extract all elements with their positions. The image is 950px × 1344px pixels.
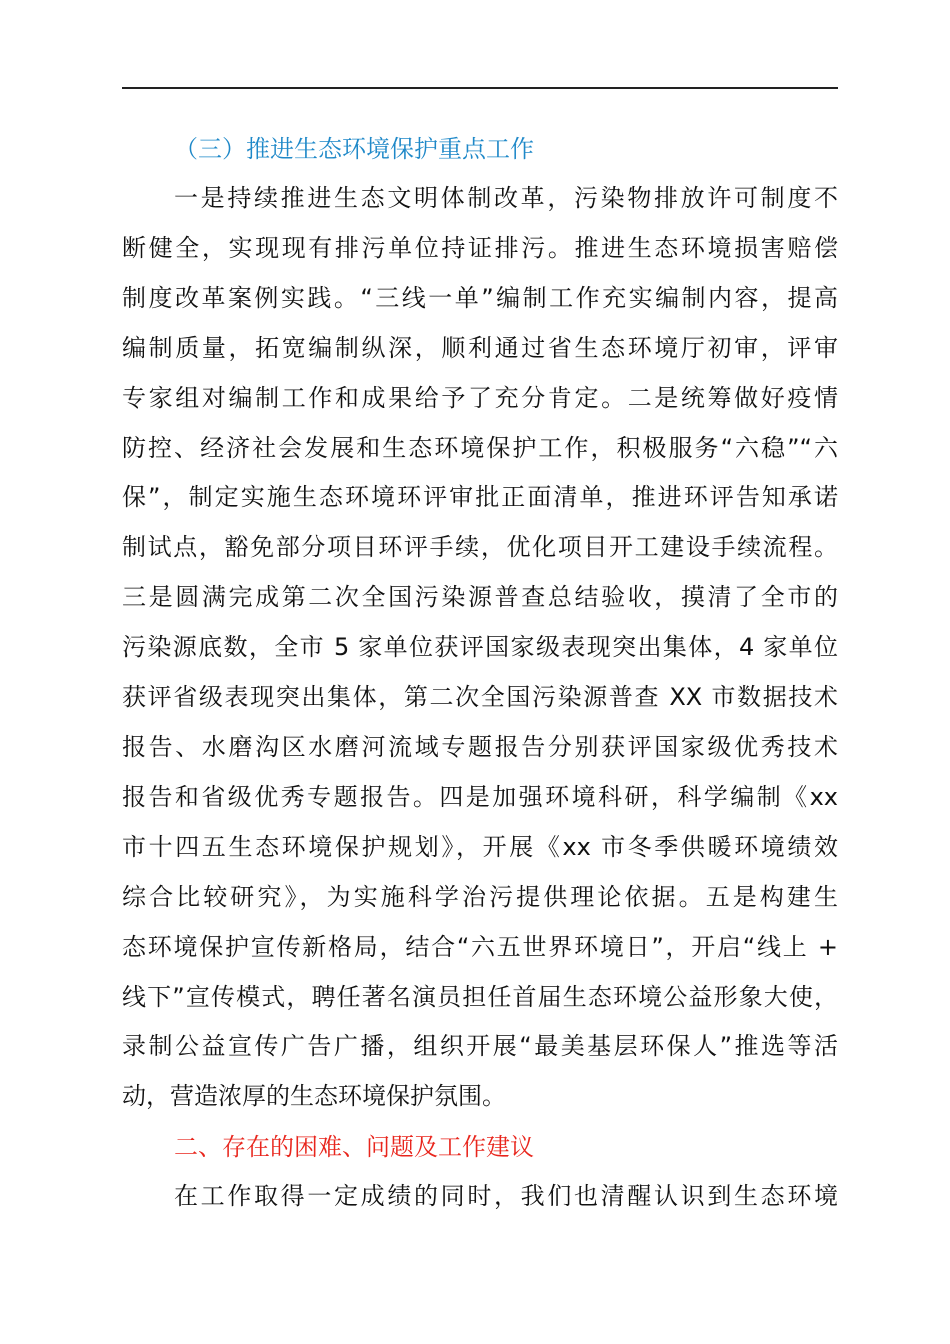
text-line: 防控、经济社会发展和生态环境保护工作，积极服务“六稳”“六 [122, 433, 838, 462]
text-line: 编制质量，拓宽编制纵深，顺利通过省生态环境厅初审，评审 [122, 333, 838, 362]
text-line: 录制公益宣传广告广播，组织开展“最美基层环保人”推选等活 [122, 1032, 838, 1061]
text-line: 报告、水磨沟区水磨河流域专题报告分别获评国家级优秀技术 [122, 732, 838, 761]
section-heading: （三）推进生态环境保护重点工作 [174, 135, 534, 163]
text-line: 一是持续推进生态文明体制改革，污染物排放许可制度不 [174, 184, 838, 212]
text-line: 制度改革案例实践。“三线一单”编制工作充实编制内容，提高 [122, 283, 838, 312]
text-line: 制试点，豁免部分项目环评手续，优化项目开工建设手续流程。 [122, 533, 838, 562]
text-line: 态环境保护宣传新格局，结合“六五世界环境日”，开启“线上 + [122, 932, 838, 961]
text-line: 保”，制定实施生态环境环评审批正面清单，推进环评告知承诺 [122, 483, 838, 512]
text-line: 报告和省级优秀专题报告。四是加强环境科研，科学编制《xx [122, 782, 838, 811]
text-line: 线下”宣传模式，聘任著名演员担任首届生态环境公益形象大使， [122, 982, 838, 1011]
text-line: 市十四五生态环境保护规划》，开展《xx 市冬季供暖环境绩效 [122, 832, 838, 861]
text-line: 获评省级表现突出集体，第二次全国污染源普查 XX 市数据技术 [122, 683, 838, 712]
text-line: 在工作取得一定成绩的同时，我们也清醒认识到生态环境 [174, 1182, 838, 1211]
document-body [122, 124, 838, 1222]
header-rule [122, 87, 838, 89]
paragraph-difficulties [122, 1172, 838, 1222]
paragraph-key-work [122, 174, 838, 1122]
text-line: 专家组对编制工作和成果给予了充分肯定。二是统筹做好疫情 [122, 383, 838, 412]
section2-heading: 二、存在的困难、问题及工作建议 [174, 1133, 534, 1162]
text-line: 动，营造浓厚的生态环境保护氛围。 [122, 1082, 506, 1111]
text-line: 三是圆满完成第二次全国污染源普查总结验收，摸清了全市的 [122, 583, 838, 612]
text-line: 断健全，实现现有排污单位持证排污。推进生态环境损害赔偿 [122, 233, 838, 262]
text-line: 污染源底数，全市 5 家单位获评国家级表现突出集体，4 家单位 [122, 633, 838, 662]
text-line: 综合比较研究》，为实施科学治污提供理论依据。五是构建生 [122, 882, 838, 911]
